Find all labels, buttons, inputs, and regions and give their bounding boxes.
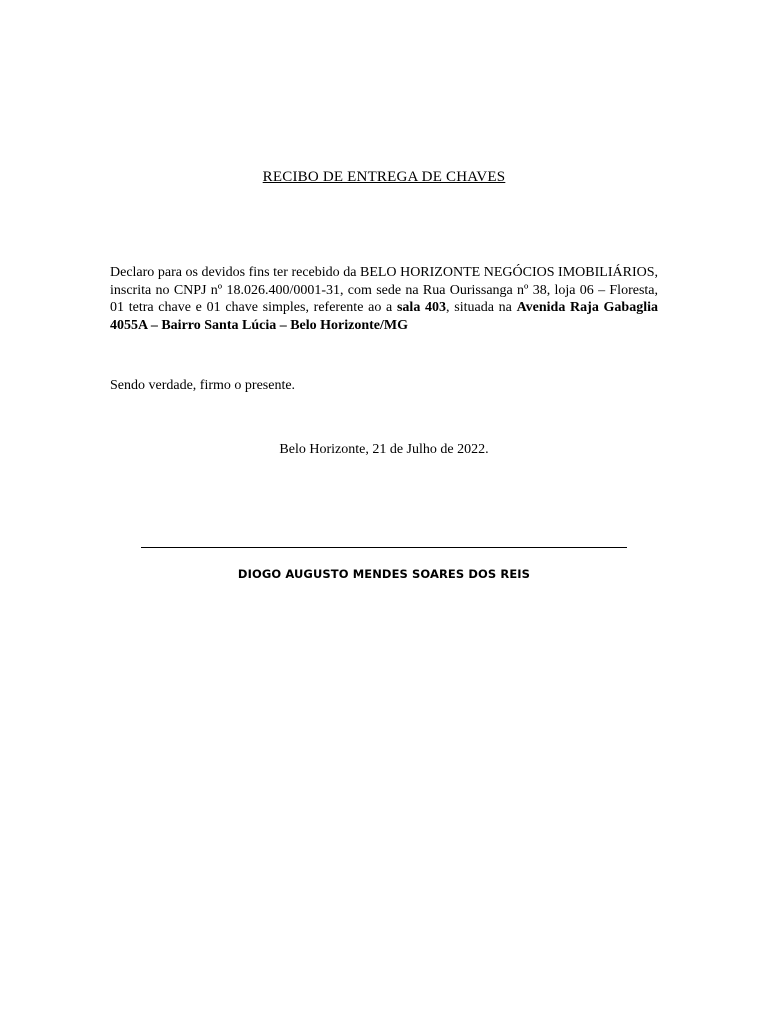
declaration-paragraph: [110, 264, 658, 334]
room-number: sala 403: [396, 300, 447, 315]
declaration-text-part-2: , situada na: [446, 300, 517, 315]
declaration-text-part-1: Declaro para os devidos fins ter recebido da BELO HORIZONTE NEGÓCIOS IMOBILIÁRIOS, inscrita no CNPJ nº 18.026.400/0001-31, com sede na Rua Ourissanga nº 38, loja 06 – Floresta, 01 tetra chave e 01 chave simples, referente ao a: [110, 265, 658, 315]
place-and-date: Belo Horizonte, 21 de Julho de 2022.: [279, 442, 489, 457]
property-address: Avenida Raja Gabaglia 4055A – Bairro Santa Lúcia – Belo Horizonte/MG: [110, 300, 658, 333]
closing-statement: Sendo verdade, firmo o presente.: [110, 378, 296, 393]
document-title: RECIBO DE ENTREGA DE CHAVES: [262, 169, 506, 185]
signature-line: [141, 547, 627, 548]
signer-name: DIOGO AUGUSTO MENDES SOARES DOS REIS: [237, 567, 531, 581]
